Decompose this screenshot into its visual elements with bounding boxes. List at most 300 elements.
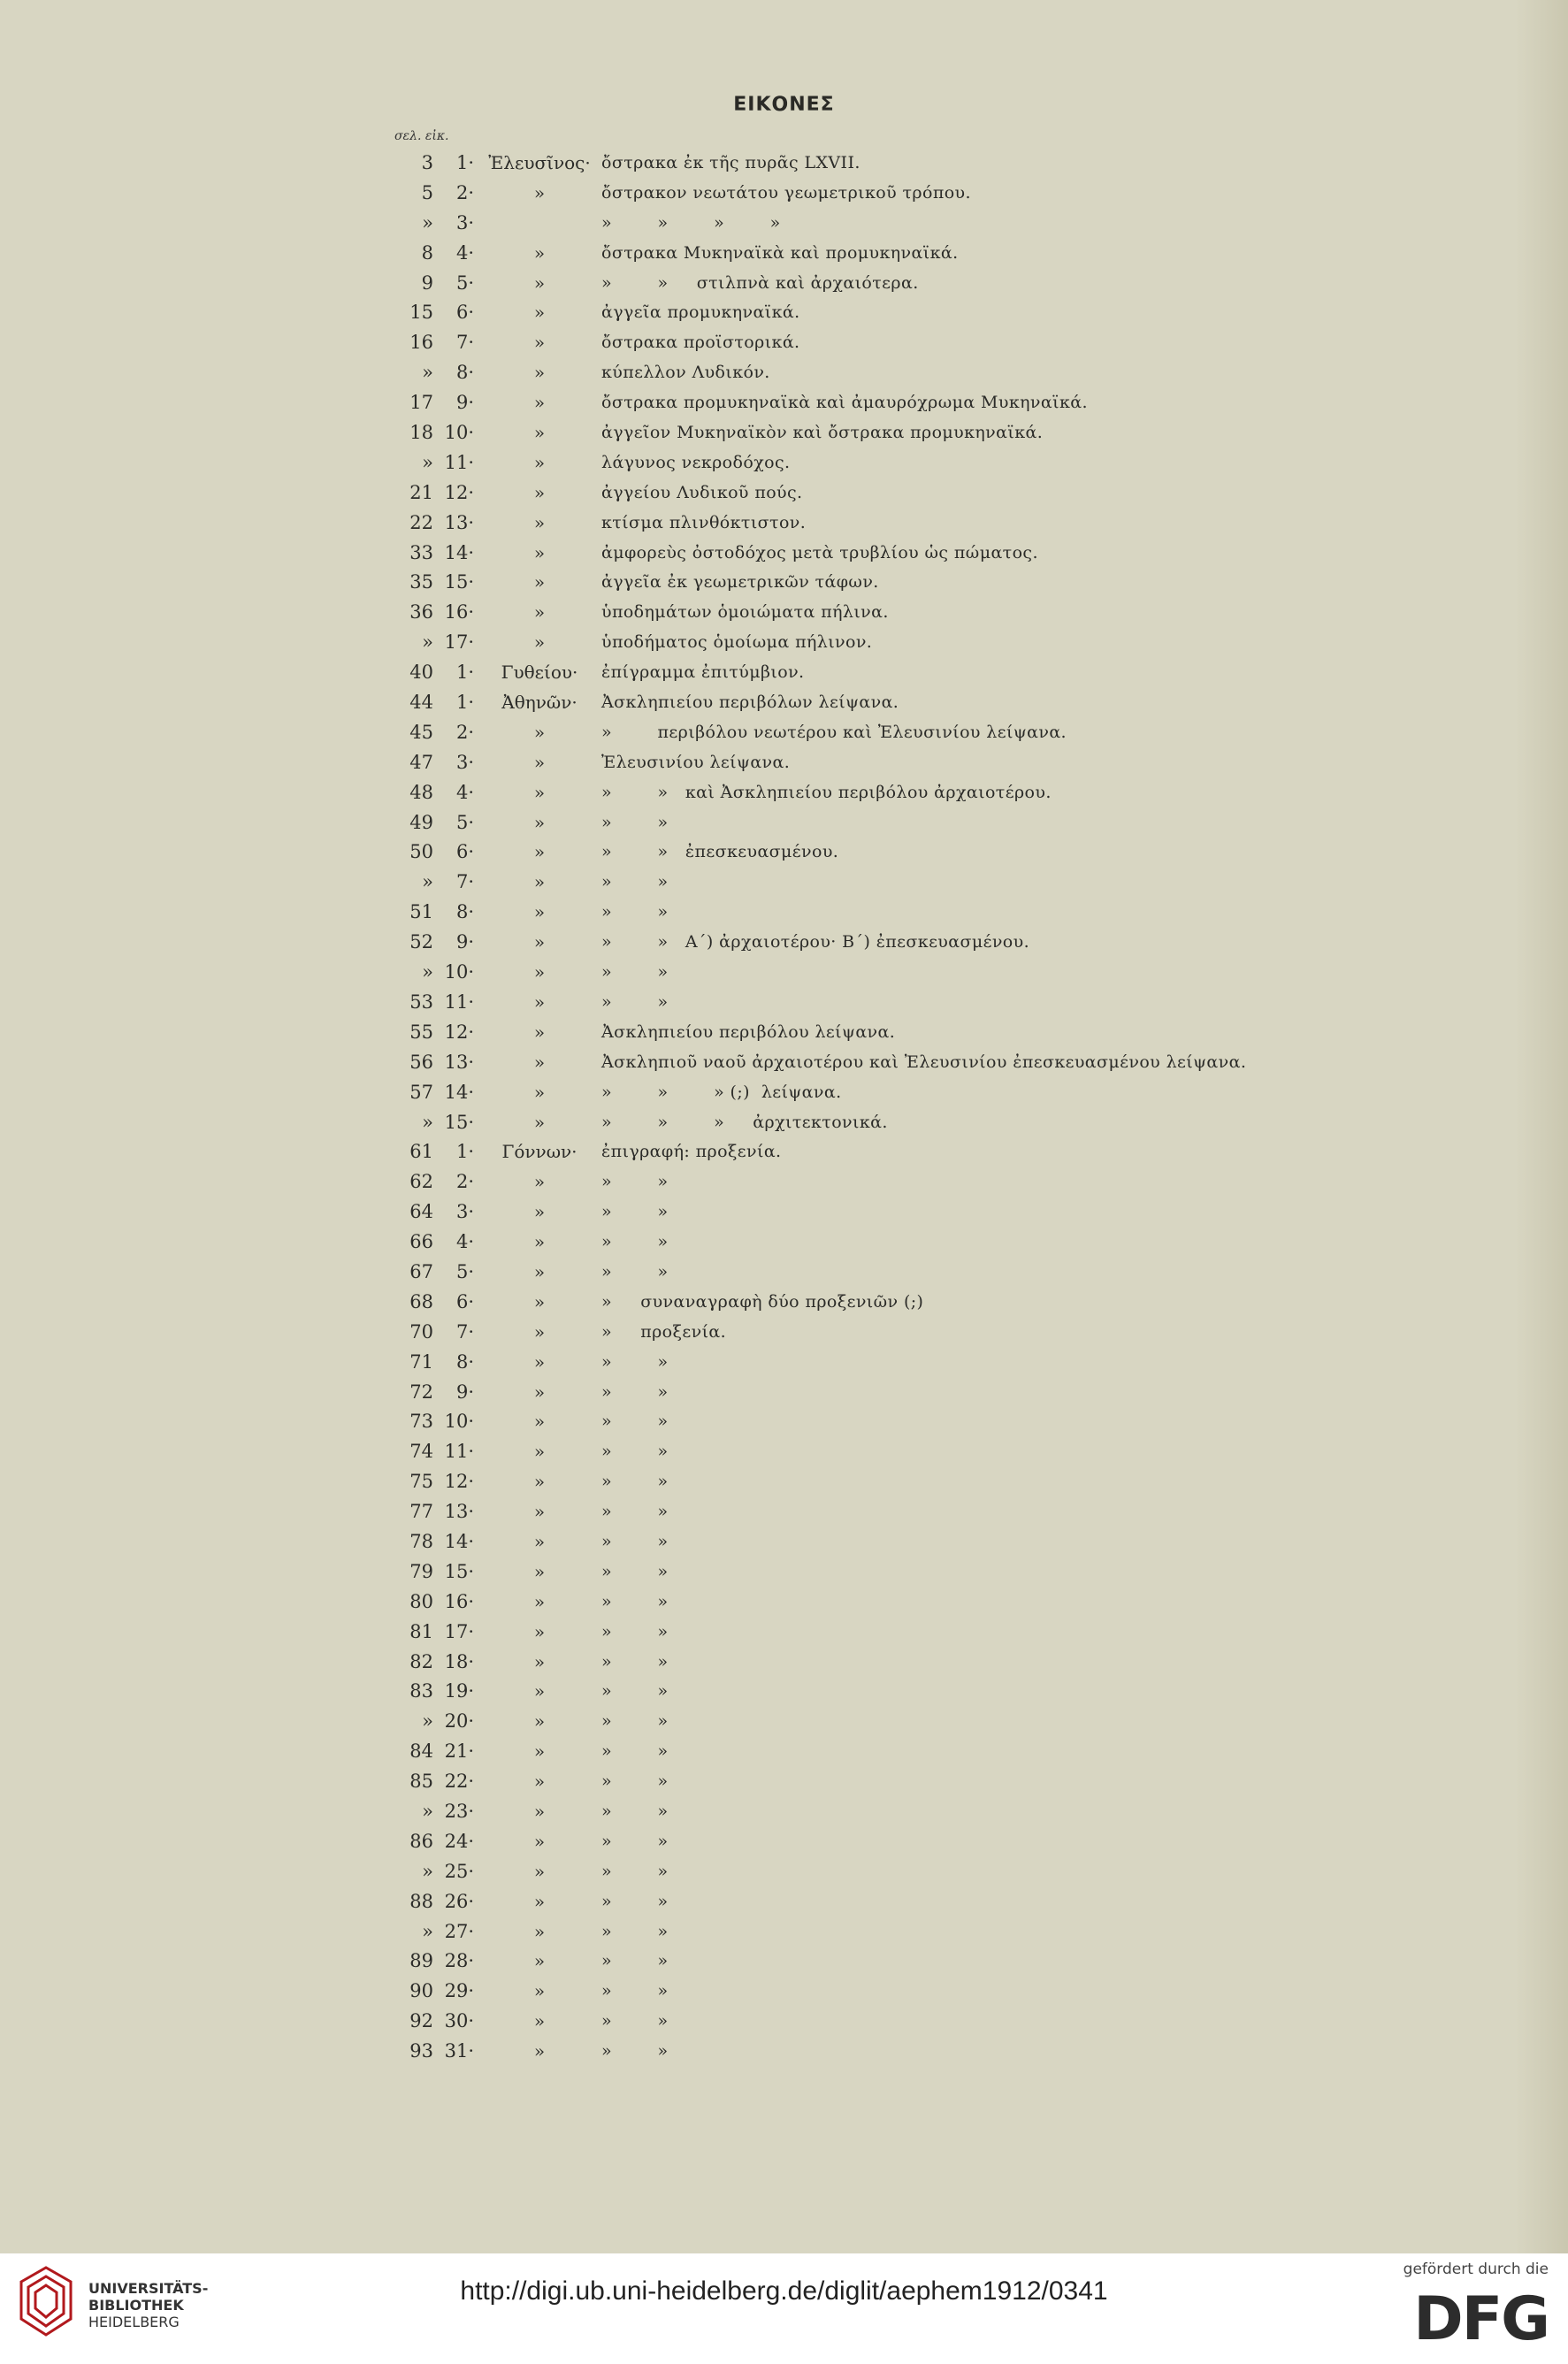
index-row — [0, 388, 1568, 418]
page-number: 17 — [409, 392, 433, 414]
site-name: » — [533, 1411, 546, 1433]
figure-description: » » — [601, 1861, 669, 1881]
figure-description: » » — [601, 1981, 669, 2001]
site-name: » — [533, 601, 546, 624]
page-number: » — [422, 1800, 433, 1822]
figure-description: » » — [601, 1202, 669, 1222]
index-row — [0, 328, 1568, 358]
figure-number: 17· — [444, 631, 474, 654]
index-row — [0, 1707, 1568, 1737]
figure-number: 10· — [444, 1411, 474, 1433]
page-number: 44 — [409, 692, 433, 714]
site-name: » — [533, 991, 546, 1013]
figure-number: 15· — [444, 571, 474, 593]
figure-number: 27· — [444, 1920, 474, 1942]
figure-description: » » — [601, 1741, 669, 1762]
figure-number: 7· — [455, 1320, 474, 1343]
figure-description: » » στιλπνὰ καὶ ἀρχαιότερα. — [601, 272, 919, 293]
figure-number: 17· — [444, 1620, 474, 1642]
figure-number: 12· — [444, 1471, 474, 1493]
page-number: 64 — [409, 1201, 433, 1223]
site-name: » — [533, 1890, 546, 1912]
figure-number: 9· — [455, 931, 474, 953]
figure-description: » προξενία. — [601, 1321, 727, 1342]
page-number: 84 — [409, 1740, 433, 1763]
index-row — [0, 1378, 1568, 1408]
figure-number: 26· — [444, 1890, 474, 1912]
index-row — [0, 1228, 1568, 1258]
page-number: 71 — [409, 1350, 433, 1373]
figure-number: 8· — [455, 901, 474, 923]
figure-number: 14· — [444, 541, 474, 563]
site-name: » — [533, 1800, 546, 1822]
library-name-line-2: BIBLIOTHEK — [88, 2297, 184, 2314]
figure-number: 6· — [455, 841, 474, 863]
figure-number: 19· — [444, 1680, 474, 1702]
index-row — [0, 448, 1568, 478]
figure-description: » » — [601, 1172, 669, 1192]
page-number: 33 — [409, 541, 433, 563]
site-name: » — [533, 1350, 546, 1373]
index-row — [0, 1318, 1568, 1348]
site-name: » — [533, 961, 546, 983]
figure-description: Ἀσκληπιείου περιβόλων λείψανα. — [601, 692, 899, 713]
page-number: 77 — [409, 1501, 433, 1523]
page-number: 72 — [409, 1381, 433, 1403]
site-name: » — [533, 1081, 546, 1103]
figure-description: » » — [601, 1831, 669, 1851]
figure-description: » » — [601, 991, 669, 1012]
figure-description: » » — [601, 1711, 669, 1732]
index-row — [0, 509, 1568, 539]
figure-description: » » — [601, 1801, 669, 1821]
site-name: » — [533, 1860, 546, 1882]
column-header: σελ. εἰκ. — [394, 129, 449, 143]
index-row — [0, 1078, 1568, 1108]
page-number: 21 — [409, 481, 433, 503]
page-number: 92 — [409, 2010, 433, 2032]
page-number: » — [422, 451, 433, 473]
figure-number: 2· — [455, 1171, 474, 1193]
dfg-logo: DFG — [1413, 2284, 1549, 2354]
index-row — [0, 1797, 1568, 1827]
index-row — [0, 1437, 1568, 1467]
site-name: » — [533, 1111, 546, 1133]
figure-description: » » — [601, 1232, 669, 1252]
figure-number: 11· — [444, 451, 474, 473]
site-name: » — [533, 511, 546, 533]
figure-description: » » — [601, 1591, 669, 1611]
index-row — [0, 1407, 1568, 1437]
site-name: Ἀθηνῶν· — [501, 692, 577, 714]
page-number: 3 — [421, 152, 433, 173]
figure-number: 7· — [455, 871, 474, 893]
figure-number: 5· — [455, 811, 474, 833]
figure-description: ἀγγεῖα ἐκ γεωμετρικῶν τάφων. — [601, 572, 879, 593]
site-name: » — [533, 1950, 546, 1972]
page-number: 18 — [409, 422, 433, 444]
figure-number: 12· — [444, 481, 474, 503]
index-row — [0, 1018, 1568, 1048]
site-name: » — [533, 541, 546, 563]
site-name: » — [533, 1530, 546, 1552]
page-number: 80 — [409, 1590, 433, 1612]
figure-description: Ἀσκληπιοῦ ναοῦ ἀρχαιοτέρου καὶ Ἐλευσινίου ἐπεσκευασμένου λείψανα. — [601, 1052, 1247, 1072]
page-number: 8 — [421, 241, 433, 264]
page-number: 53 — [409, 991, 433, 1013]
page-number: 78 — [409, 1530, 433, 1552]
figure-description: Ἀσκληπιείου περιβόλου λείψανα. — [601, 1021, 896, 1042]
figure-number: 10· — [444, 961, 474, 983]
page-number: 83 — [409, 1680, 433, 1702]
index-row — [0, 778, 1568, 808]
figure-description: » » — [601, 1621, 669, 1641]
index-row — [0, 658, 1568, 688]
site-name: » — [533, 1560, 546, 1582]
site-name: » — [533, 272, 546, 294]
index-row — [0, 868, 1568, 898]
index-row — [0, 1677, 1568, 1707]
index-row — [0, 1167, 1568, 1197]
figure-description: » » » ἀρχιτεκτονικά. — [601, 1112, 888, 1132]
site-name: » — [533, 1501, 546, 1523]
page-number: » — [422, 362, 433, 384]
page-number: 75 — [409, 1471, 433, 1493]
figure-description: ὄστρακα προμυκηναϊκὰ καὶ ἀμαυρόχρωμα Μυκηναϊκά. — [601, 393, 1088, 413]
site-name: » — [533, 181, 546, 203]
figure-number: 12· — [444, 1021, 474, 1043]
index-row — [0, 958, 1568, 988]
figure-description: » » — [601, 1472, 669, 1492]
index-row — [0, 808, 1568, 838]
page-number: 67 — [409, 1260, 433, 1282]
library-name-line-1: UNIVERSITÄTS- — [88, 2280, 209, 2297]
site-name: » — [533, 1771, 546, 1793]
figure-number: 9· — [455, 1381, 474, 1403]
figure-description: ἀγγεῖον Μυκηναϊκὸν καὶ ὄστρακα προμυκηναϊκά. — [601, 423, 1044, 443]
index-row — [0, 478, 1568, 509]
index-row — [0, 1618, 1568, 1648]
figure-description: ἐπιγραφή: προξενία. — [601, 1142, 782, 1162]
page-number: 61 — [409, 1141, 433, 1163]
figure-number: 3· — [455, 1201, 474, 1223]
figure-description: » » ἐπεσκευασμένου. — [601, 842, 839, 862]
figure-description: κύπελλον Λυδικόν. — [601, 363, 770, 383]
figure-description: » » — [601, 812, 669, 832]
figure-number: 30· — [444, 2010, 474, 2032]
page-number: 62 — [409, 1171, 433, 1193]
site-name: » — [533, 1051, 546, 1073]
figure-number: 5· — [455, 1260, 474, 1282]
site-name: » — [533, 1021, 546, 1043]
page-number: 55 — [409, 1021, 433, 1043]
site-name: » — [533, 1680, 546, 1702]
page-number: 47 — [409, 751, 433, 773]
site-name: » — [533, 2040, 546, 2062]
page-number: 56 — [409, 1051, 433, 1073]
index-row — [0, 2007, 1568, 2037]
index-row — [0, 1258, 1568, 1288]
site-name: » — [533, 1290, 546, 1312]
figure-number: 1· — [455, 662, 474, 684]
index-row — [0, 898, 1568, 928]
figure-number: 10· — [444, 422, 474, 444]
figure-number: 20· — [444, 1710, 474, 1733]
site-name: » — [533, 1710, 546, 1733]
figure-number: 13· — [444, 511, 474, 533]
figure-description: » » — [601, 1891, 669, 1911]
figure-number: 16· — [444, 1590, 474, 1612]
page-title: ΕΙΚΟΝΕΣ — [733, 94, 835, 116]
site-name: » — [533, 871, 546, 893]
page-number: 79 — [409, 1560, 433, 1582]
figure-number: 16· — [444, 601, 474, 624]
page-number: 15 — [409, 302, 433, 324]
figure-number: 5· — [455, 272, 474, 294]
figure-description: κτίσμα πλινθόκτιστον. — [601, 512, 807, 532]
site-name: » — [533, 1320, 546, 1343]
page-number: » — [422, 1710, 433, 1733]
page-number: » — [422, 1920, 433, 1942]
figure-number: 1· — [455, 692, 474, 714]
index-row — [0, 598, 1568, 628]
site-name: » — [533, 1920, 546, 1942]
figure-description: » » — [601, 1651, 669, 1672]
page-number: 5 — [421, 181, 433, 203]
figure-description: » » — [601, 1531, 669, 1551]
site-name: » — [533, 571, 546, 593]
figure-description: ἀμφορεὺς ὀστοδόχος μετὰ τρυβλίου ὡς πώματος. — [601, 542, 1038, 562]
index-row — [0, 1857, 1568, 1887]
index-row — [0, 1137, 1568, 1167]
figure-number: 14· — [444, 1530, 474, 1552]
figure-number: 6· — [455, 302, 474, 324]
index-row — [0, 1497, 1568, 1527]
index-row — [0, 718, 1568, 748]
site-name: » — [533, 1830, 546, 1852]
figure-description: ὄστρακα προϊστορικά. — [601, 333, 800, 353]
figure-number: 4· — [455, 1231, 474, 1253]
page-number: 93 — [409, 2040, 433, 2062]
page-number: 40 — [409, 662, 433, 684]
figure-number: 1· — [455, 152, 474, 173]
figure-description: » » — [601, 1261, 669, 1281]
figure-number: 11· — [444, 991, 474, 1013]
figure-number: 7· — [455, 332, 474, 354]
index-row — [0, 2037, 1568, 2067]
index-row — [0, 1917, 1568, 1947]
index-row — [0, 179, 1568, 209]
site-name: » — [533, 392, 546, 414]
page-number: 9 — [421, 272, 433, 294]
site-name: » — [533, 1201, 546, 1223]
page-number: 81 — [409, 1620, 433, 1642]
figure-description: » » — [601, 962, 669, 983]
page-number: 85 — [409, 1771, 433, 1793]
index-row — [0, 239, 1568, 269]
index-row — [0, 1887, 1568, 1917]
index-row — [0, 298, 1568, 328]
index-row — [0, 1977, 1568, 2007]
figure-description: » » — [601, 1681, 669, 1702]
figure-description: » » — [601, 1951, 669, 1971]
site-name: Γόννων· — [501, 1141, 577, 1163]
site-name: » — [533, 1171, 546, 1193]
site-name: » — [533, 1620, 546, 1642]
index-row — [0, 539, 1568, 569]
permalink-url[interactable]: http://digi.ub.uni-heidelberg.de/diglit/aephem1912/0341 — [460, 2276, 1108, 2306]
figure-description: » » — [601, 902, 669, 922]
funded-by-caption: gefördert durch die — [1403, 2261, 1549, 2278]
index-row — [0, 1648, 1568, 1678]
figure-number: 9· — [455, 392, 474, 414]
site-name: » — [533, 721, 546, 743]
figure-description: » » » (;) λείψανα. — [601, 1082, 842, 1102]
figure-number: 22· — [444, 1771, 474, 1793]
figure-number: 15· — [444, 1560, 474, 1582]
site-name: » — [533, 362, 546, 384]
index-row — [0, 1348, 1568, 1378]
index-row — [0, 628, 1568, 658]
page-number: 74 — [409, 1441, 433, 1463]
figure-description: » » — [601, 1771, 669, 1792]
figure-number: 6· — [455, 1290, 474, 1312]
figure-description: » » » » — [601, 212, 781, 233]
figure-description: » » — [601, 872, 669, 892]
index-row — [0, 1288, 1568, 1318]
index-row — [0, 688, 1568, 718]
page-number: » — [422, 961, 433, 983]
page-number: 35 — [409, 571, 433, 593]
index-row — [0, 1048, 1568, 1078]
figure-number: 11· — [444, 1441, 474, 1463]
figure-number: 18· — [444, 1650, 474, 1672]
site-name: » — [533, 1740, 546, 1763]
index-row — [0, 838, 1568, 868]
index-row — [0, 1947, 1568, 1977]
site-name: » — [533, 1231, 546, 1253]
figure-number: 8· — [455, 362, 474, 384]
site-name: » — [533, 481, 546, 503]
figure-description: ἐπίγραμμα ἐπιτύμβιον. — [601, 662, 805, 683]
library-city: HEIDELBERG — [88, 2314, 180, 2330]
figure-description: λάγυνος νεκροδόχος. — [601, 452, 791, 472]
figure-number: 29· — [444, 1980, 474, 2002]
page-number: 49 — [409, 811, 433, 833]
figure-number: 13· — [444, 1501, 474, 1523]
page-number: 36 — [409, 601, 433, 624]
site-name: » — [533, 931, 546, 953]
page-number: 57 — [409, 1081, 433, 1103]
figure-description: » » — [601, 2041, 669, 2062]
figure-number: 13· — [444, 1051, 474, 1073]
figure-description: » » — [601, 1412, 669, 1432]
page-number: 73 — [409, 1411, 433, 1433]
site-name: » — [533, 451, 546, 473]
figure-description: ὑποδήματος ὁμοίωμα πήλινον. — [601, 632, 873, 653]
index-row — [0, 1767, 1568, 1797]
figure-number: 21· — [444, 1740, 474, 1763]
figure-number: 4· — [455, 781, 474, 803]
site-name: » — [533, 422, 546, 444]
site-name: » — [533, 1471, 546, 1493]
figure-number: 4· — [455, 241, 474, 264]
site-name: » — [533, 241, 546, 264]
site-name: Γυθείου· — [501, 662, 578, 684]
page-number: 89 — [409, 1950, 433, 1972]
index-row — [0, 149, 1568, 179]
page-number: 90 — [409, 1980, 433, 2002]
site-name: » — [533, 332, 546, 354]
page-number: 70 — [409, 1320, 433, 1343]
index-row — [0, 209, 1568, 239]
site-name: » — [533, 1260, 546, 1282]
site-name: » — [533, 811, 546, 833]
index-row — [0, 358, 1568, 388]
figure-description: » » — [601, 1442, 669, 1462]
page-number: 45 — [409, 721, 433, 743]
figure-index-list — [0, 149, 1568, 2067]
index-row — [0, 1737, 1568, 1767]
index-row — [0, 568, 1568, 598]
page-number: 68 — [409, 1290, 433, 1312]
figure-description: » » — [601, 1351, 669, 1372]
index-row — [0, 1587, 1568, 1618]
site-name: » — [533, 1590, 546, 1612]
figure-description: » » — [601, 1561, 669, 1581]
viewer-footer — [0, 2253, 1568, 2364]
figure-number: 3· — [455, 751, 474, 773]
site-name: » — [533, 1441, 546, 1463]
page-number: 50 — [409, 841, 433, 863]
figure-number: 15· — [444, 1111, 474, 1133]
index-row — [0, 418, 1568, 448]
page-number: » — [422, 211, 433, 233]
figure-number: 31· — [444, 2040, 474, 2062]
figure-number: 1· — [455, 1141, 474, 1163]
index-row — [0, 1557, 1568, 1587]
page-number: 82 — [409, 1650, 433, 1672]
site-name: » — [533, 2010, 546, 2032]
figure-description: » συναναγραφὴ δύο προξενιῶν (;) — [601, 1291, 924, 1312]
figure-number: 24· — [444, 1830, 474, 1852]
figure-number: 14· — [444, 1081, 474, 1103]
index-row — [0, 1467, 1568, 1497]
figure-number: 28· — [444, 1950, 474, 1972]
figure-description: » » — [601, 1381, 669, 1402]
page-number: » — [422, 871, 433, 893]
site-name: » — [533, 901, 546, 923]
site-name: » — [533, 1650, 546, 1672]
index-row — [0, 1827, 1568, 1857]
index-row — [0, 1197, 1568, 1228]
site-name: » — [533, 631, 546, 654]
site-name: » — [533, 1381, 546, 1403]
figure-description: Ἐλευσινίου λείψανα. — [601, 752, 791, 772]
page-number: 22 — [409, 511, 433, 533]
figure-description: ὄστρακα ἐκ τῆς πυρᾶς LXVII. — [601, 153, 860, 172]
figure-number: 23· — [444, 1800, 474, 1822]
figure-description: ἀγγείου Λυδικοῦ πούς. — [601, 482, 803, 502]
index-row — [0, 748, 1568, 778]
site-name: » — [533, 841, 546, 863]
figure-description: ὑποδημάτων ὁμοιώματα πήλινα. — [601, 602, 889, 623]
index-row — [0, 928, 1568, 958]
index-row — [0, 269, 1568, 299]
figure-number: 2· — [455, 181, 474, 203]
site-name: » — [533, 781, 546, 803]
figure-number: 25· — [444, 1860, 474, 1882]
